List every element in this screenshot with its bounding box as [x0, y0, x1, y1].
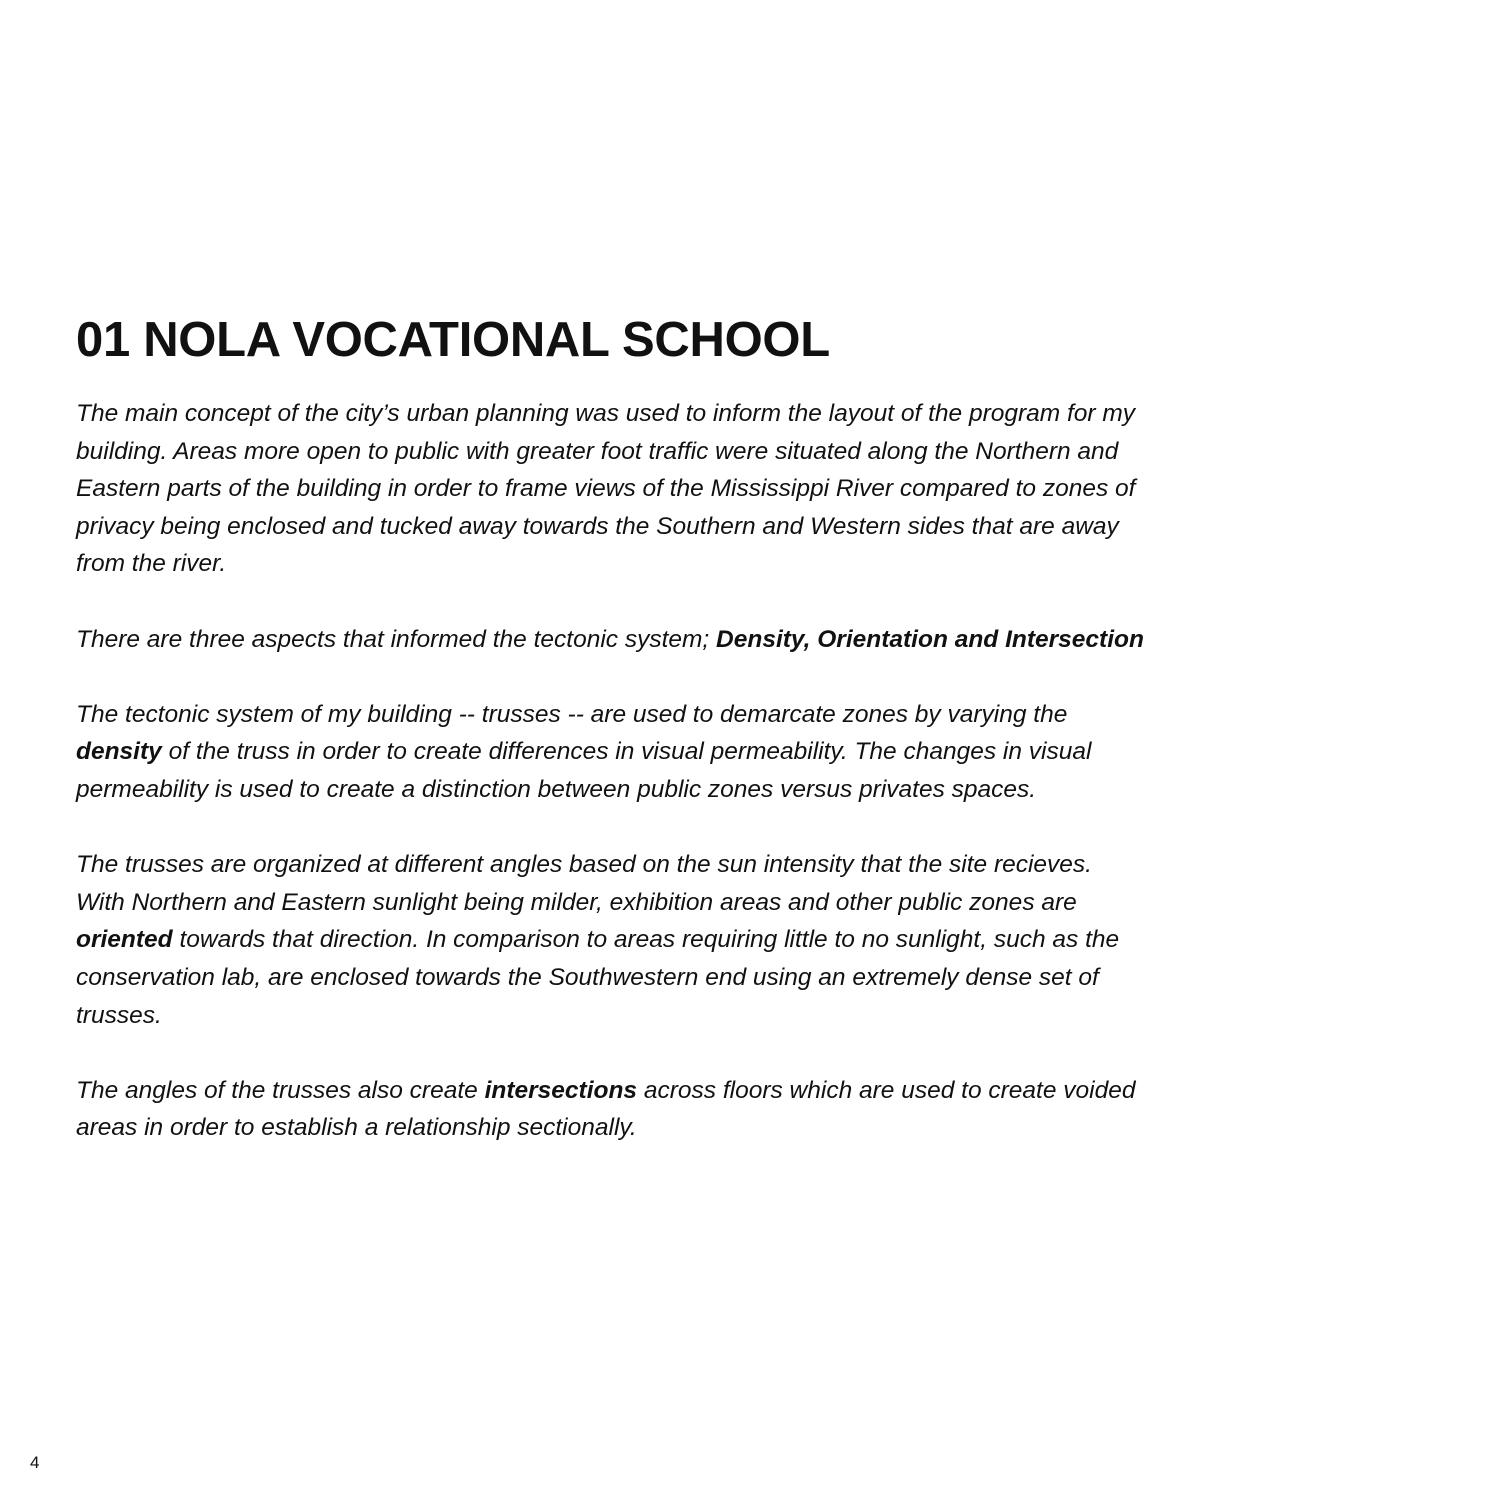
page-number: 4 [30, 1453, 40, 1472]
paragraph-text: The main concept of the city’s urban planning was used to inform the layout of the program for my building. Areas more open to public with greater foot traffic were situated along the Northern and Eastern parts of the building in order to frame views of the Mississippi River compared to zones of privacy being enclosed and tucked away towards the Southern and Western sides that are away from the river. [76, 400, 1136, 578]
emphasis-density: density [76, 738, 162, 766]
emphasis-aspects: Density, Orientation and Intersection [716, 625, 1144, 653]
paragraph-text: across floors which are used to create voided areas in order to establish a relationship sectionally. [76, 1076, 1136, 1142]
paragraph-tectonic-aspects [76, 621, 1146, 659]
paragraph-text: There are three aspects that informed the tectonic system; [76, 625, 717, 653]
paragraph-density [76, 696, 1146, 809]
emphasis-intersections: intersections [484, 1076, 638, 1104]
emphasis-oriented: oriented [76, 926, 173, 954]
paragraph-urban-planning [76, 395, 1146, 583]
paragraph-text: The tectonic system of my building -- trusses -- are used to demarcate zones by varying the [76, 700, 1068, 728]
paragraph-orientation [76, 846, 1146, 1034]
paragraph-intersection [76, 1072, 1146, 1147]
paragraph-text: towards that direction. In comparison to areas requiring little to no sunlight, such as the conservation lab, are enclosed towards the Southwestern end using an extremely dense set of trusses. [76, 926, 1120, 1029]
paragraph-text: of the truss in order to create differences in visual permeability. The changes in visual permeability is used to create a distinction between public zones versus privates spaces. [76, 738, 1092, 803]
paragraph-text: The trusses are organized at different angles based on the sun intensity that the site recieves. With Northern and Eastern sunlight being milder, exhibition areas and other public zones are [76, 851, 1092, 916]
page-title: 01 NOLA VOCATIONAL SCHOOL [76, 313, 830, 367]
body-text [76, 395, 1146, 1184]
paragraph-text: The angles of the trusses also create [76, 1076, 485, 1104]
